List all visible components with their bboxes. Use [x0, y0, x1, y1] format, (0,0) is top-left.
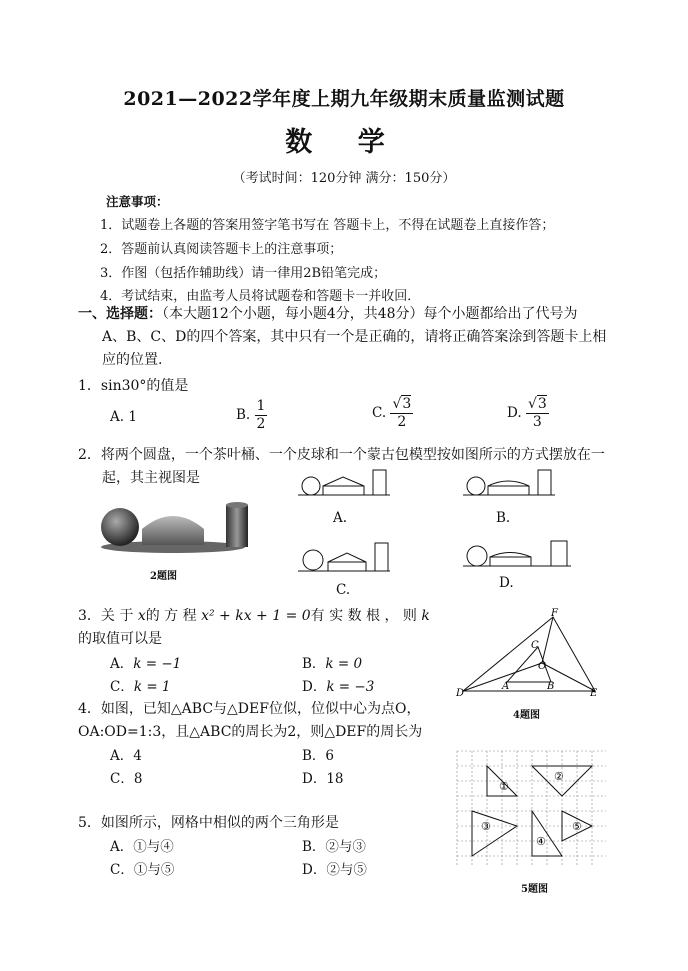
q1-stem: 1．sin30°的值是: [78, 378, 189, 394]
q2-fig-caption: 2题图: [150, 571, 177, 582]
option-letter: C.: [372, 405, 387, 421]
q1-option-b: [236, 398, 267, 433]
option-value: k = −1: [133, 656, 182, 672]
triangle-3: [472, 811, 517, 856]
q4-option-c: C．8: [110, 771, 143, 787]
option-letter: D．: [302, 679, 327, 695]
option-value: k = −3: [326, 679, 375, 695]
triangle-label: ③: [481, 820, 491, 833]
q3-option-a: [110, 652, 181, 672]
q4-fig-caption: 4题图: [513, 710, 540, 721]
radicand: 3: [402, 396, 412, 412]
triangle-label: ①: [499, 780, 509, 793]
denominator: 2: [256, 416, 266, 432]
q3-option-b: [302, 652, 362, 672]
q2-stem: 2．将两个圆盘，一个茶叶桶、一个皮球和一个蒙古包模型按如图所示的方式摆放在一: [78, 447, 605, 463]
q2-option-a-label: A.: [333, 510, 348, 526]
triangle-label: ④: [536, 835, 546, 848]
point-label: F: [551, 608, 558, 619]
exam-title: 2021—2022学年度上期九年级期末质量监测试题: [123, 88, 565, 110]
q2-option-d-label: D.: [499, 575, 514, 591]
radicand: 3: [537, 396, 547, 412]
q2-option-b-figure: [463, 468, 555, 498]
section-intro: [78, 303, 578, 326]
ball-shape: [101, 508, 139, 546]
q2-option-c-figure: [298, 541, 390, 574]
numerator: √3: [527, 396, 547, 412]
point-label: D: [456, 688, 465, 697]
triangle-label: ②: [554, 770, 564, 783]
option-value: k = 1: [133, 679, 171, 695]
point-label: A: [502, 681, 510, 692]
subject-title: 数 学: [285, 127, 403, 158]
section-line: 应的位置.: [102, 352, 163, 368]
option-letter: B.: [236, 407, 251, 423]
option-value: k = 0: [325, 656, 363, 672]
note-item: 1．试题卷上各题的答案用签字笔书写在 答题卡上，不得在试题卷上直接作答；: [100, 218, 555, 233]
q3-stem: [78, 605, 438, 625]
q5-stem: 5．如图所示，网格中相似的两个三角形是: [78, 815, 339, 831]
q2-stem: 起，其主视图是: [102, 470, 200, 486]
exam-meta: （考试时间：120分钟 满分：150分）: [232, 171, 456, 186]
fraction: [390, 396, 413, 431]
point-label: E: [590, 688, 598, 697]
q3-equation: x² + kx + 1 = 0: [201, 608, 311, 624]
q4-option-d: D．18: [302, 771, 344, 787]
triangle-def: [463, 617, 595, 691]
q2-figure: [98, 495, 258, 565]
note-item: 4．考试结束，由监考人员将试题卷和答题卡一并收回．: [100, 289, 421, 304]
q2-option-a-figure: [298, 468, 390, 498]
q1-option-c: [372, 396, 413, 431]
numerator: √3: [392, 396, 412, 412]
denominator: 3: [532, 414, 542, 430]
q2-option-d-figure: [463, 539, 571, 569]
point-label: O: [538, 661, 547, 672]
section-label: 一、选择题：: [78, 306, 162, 322]
q4-stem: 4．如图，已知△ABC与△DEF位似，位似中心为点O，: [78, 701, 421, 717]
point-label: C: [531, 640, 539, 651]
q2-option-c-label: C.: [336, 582, 351, 598]
option-letter: B．: [302, 656, 326, 672]
q3-option-d: [302, 675, 374, 695]
q3-text: 有 实 数 根 ， 则: [310, 608, 417, 624]
q5-option-b: B．②与③: [302, 839, 366, 855]
point-label: B: [547, 681, 555, 692]
yurt-shape: [142, 516, 204, 545]
q1-option-d: [507, 396, 549, 431]
fraction: [526, 396, 549, 431]
can-shape: [226, 505, 248, 547]
q3-option-c: [110, 675, 171, 695]
q3-stem: 的取值可以是: [78, 631, 162, 647]
numerator: 1: [256, 398, 266, 414]
denominator: 2: [397, 414, 407, 430]
fraction: [255, 398, 268, 433]
can-top: [226, 502, 248, 508]
q1-option-a: A. 1: [110, 409, 137, 425]
q4-option-a: A．4: [110, 748, 142, 764]
q3-var: x: [137, 608, 146, 624]
q5-option-d: D．②与⑤: [302, 862, 367, 878]
section-line: （本大题12个小题，每小题4分，共48分）每个小题都给出了代号为: [162, 306, 578, 322]
q4-stem: OA:OD=1:3，且△ABC的周长为2，则△DEF的周长为: [78, 724, 423, 740]
q3-text: 的 方 程: [145, 608, 197, 624]
q3-var: k: [421, 608, 430, 624]
option-letter: A．: [110, 656, 134, 672]
q2-option-b-label: B.: [496, 510, 511, 526]
notes-heading: 注意事项：: [106, 194, 169, 209]
q3-text: 3．关 于: [78, 608, 134, 624]
q4-option-b: B．6: [302, 748, 335, 764]
option-letter: D.: [507, 405, 522, 421]
triangle-label: ⑤: [572, 820, 582, 833]
section-line: A、B、C、D的四个答案，其中只有一个是正确的，请将正确答案涂到答题卡上相: [102, 329, 607, 345]
q5-fig-caption: 5题图: [521, 884, 548, 895]
q4-figure: [455, 605, 605, 697]
note-item: 3．作图（包括作辅助线）请一律用2B铅笔完成；: [100, 266, 387, 281]
q5-option-c: C．①与⑤: [110, 862, 175, 878]
option-letter: C．: [110, 679, 134, 695]
note-item: 2．答题前认真阅读答题卡上的注意事项；: [100, 242, 343, 257]
q5-figure: [456, 750, 608, 868]
triangle-4: [532, 811, 562, 856]
q5-option-a: A．①与④: [110, 839, 174, 855]
